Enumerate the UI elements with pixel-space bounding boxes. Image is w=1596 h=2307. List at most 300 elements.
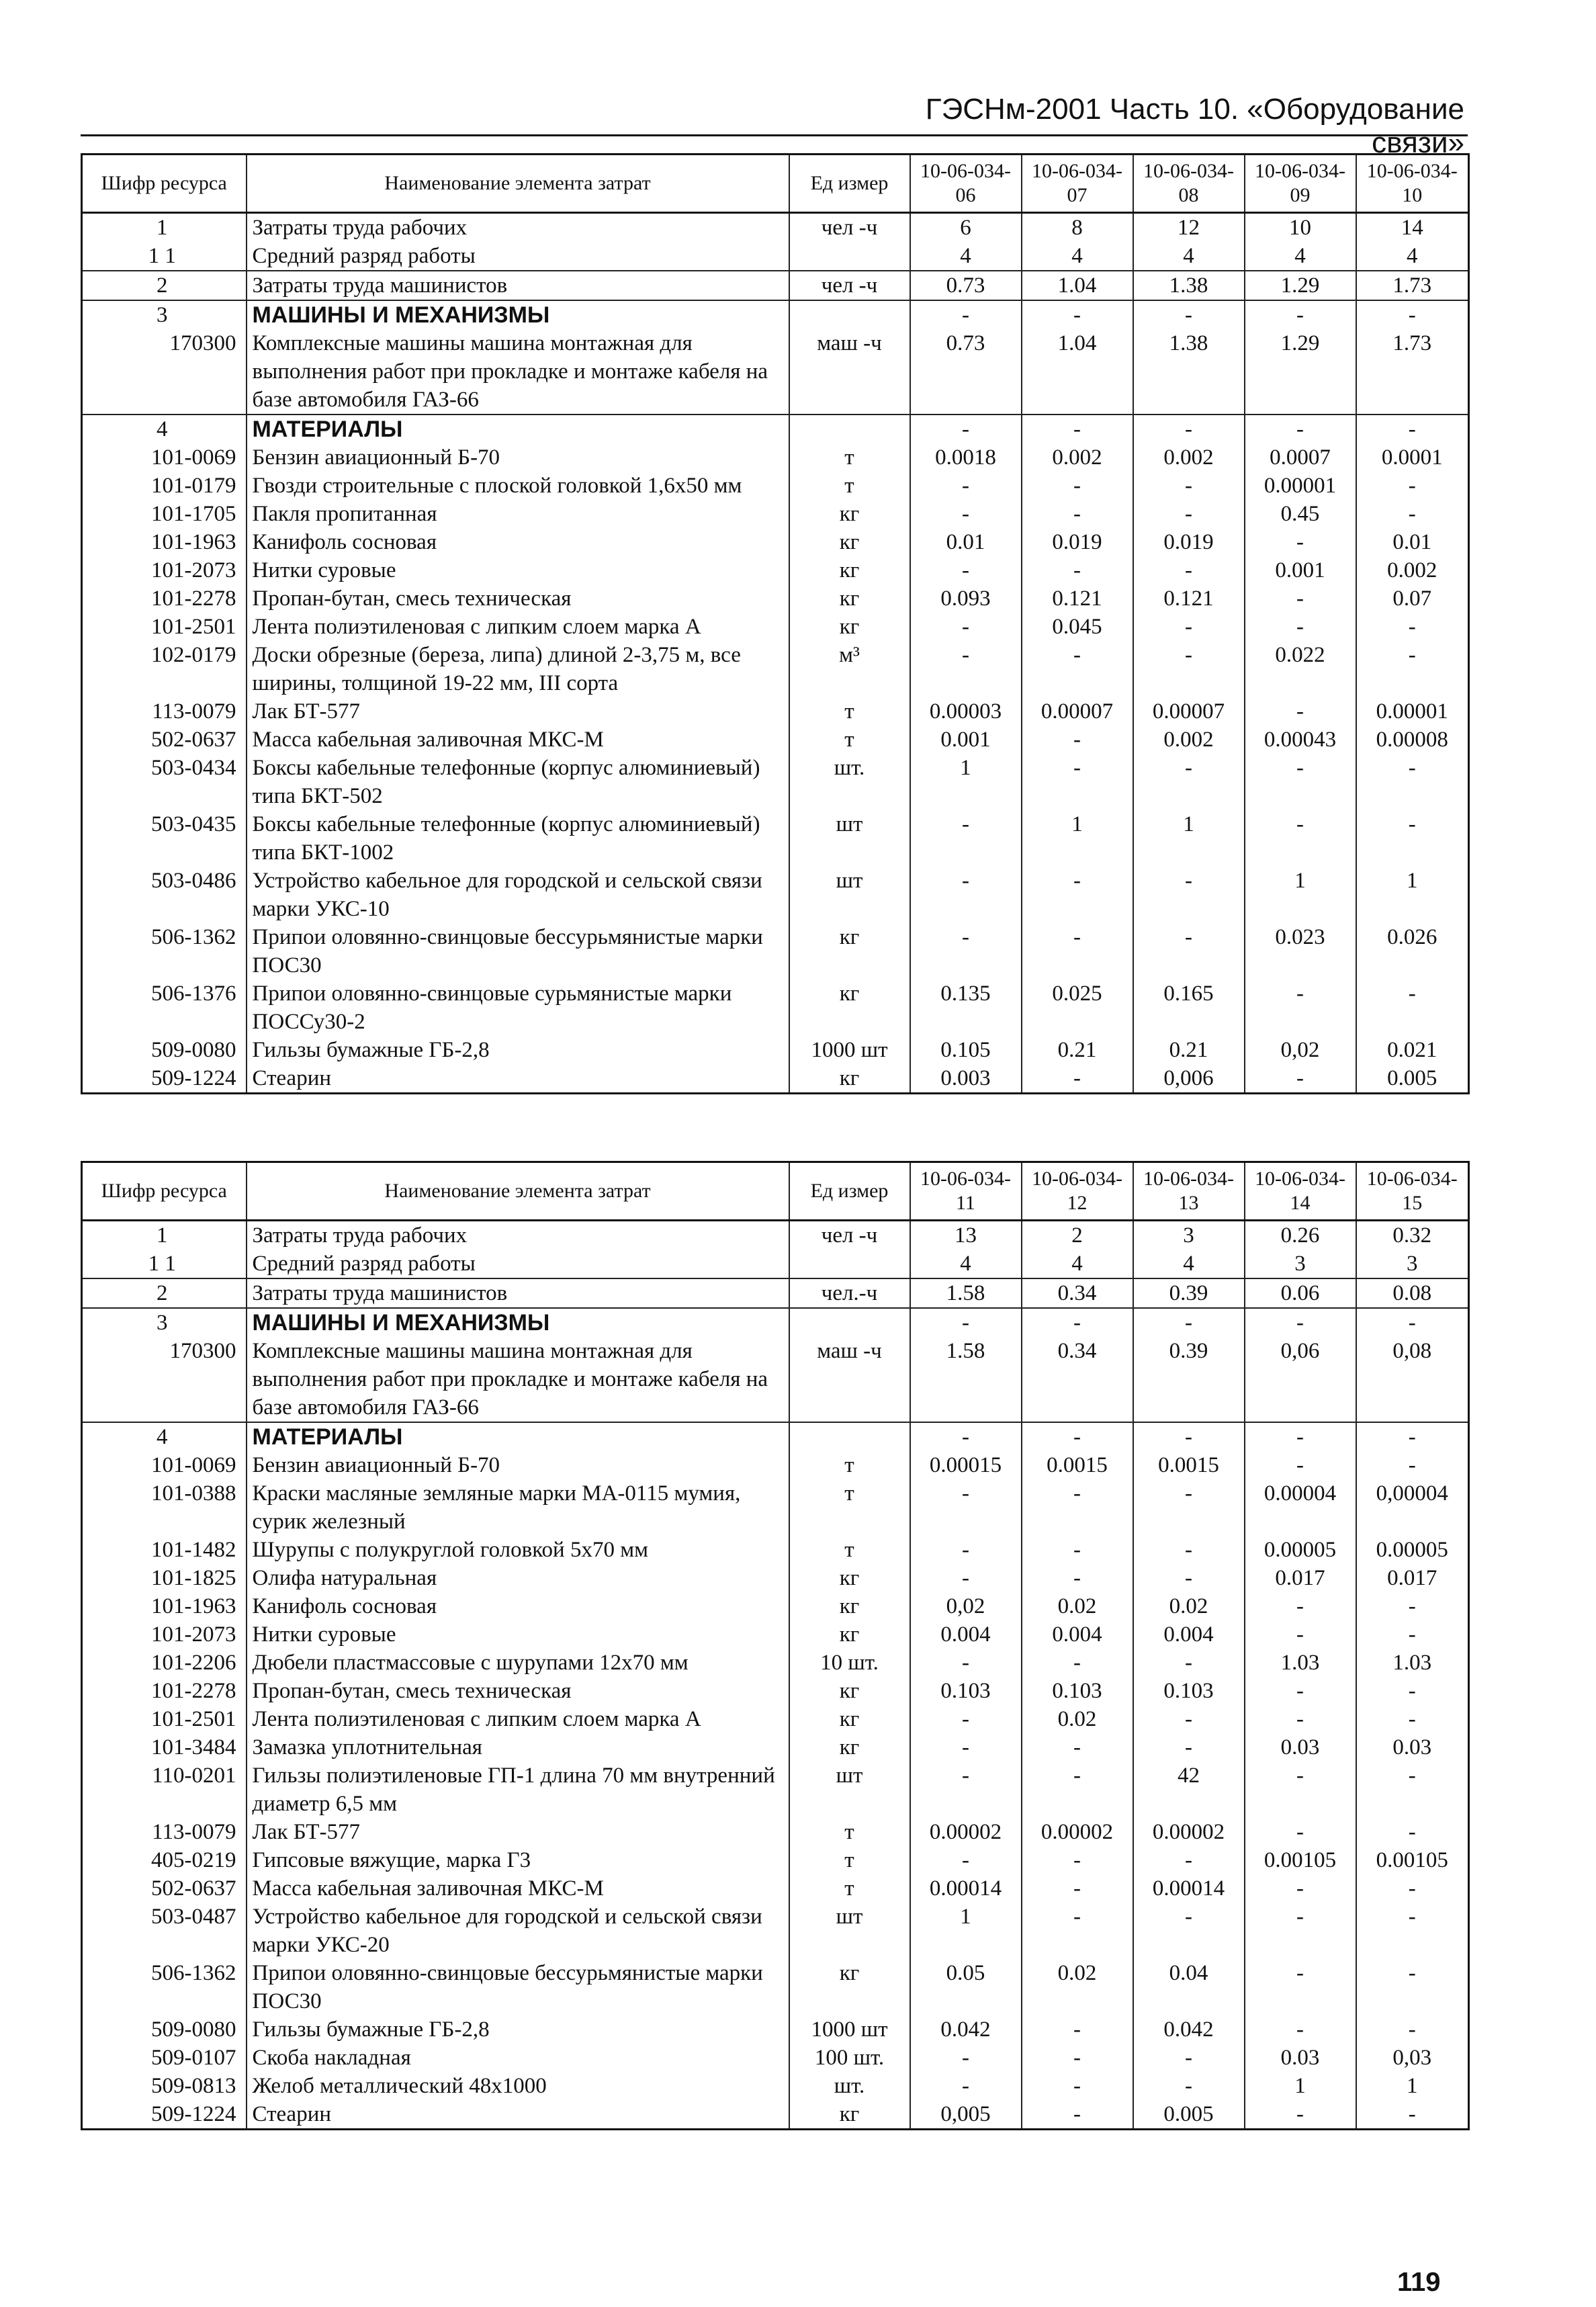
norm-value: 0.21 bbox=[1133, 1036, 1245, 1064]
resource-name: Комплексные машины машина монтажная для выполнения работ при прокладке и монтаже кабеля на базе автомобиля ГАЗ-66 bbox=[247, 1337, 789, 1422]
resource-name: Средний разряд работы bbox=[247, 242, 789, 271]
norm-value: - bbox=[1245, 810, 1356, 867]
norm-value: 42 bbox=[1133, 1761, 1245, 1818]
norm-value: 0.00014 bbox=[910, 1874, 1022, 1903]
norm-value: 0.00002 bbox=[1022, 1818, 1133, 1846]
col-header-norm: 10-06-034-09 bbox=[1245, 155, 1356, 213]
norm-value: - bbox=[1245, 2015, 1356, 2044]
norm-value: - bbox=[1133, 1733, 1245, 1761]
table-row bbox=[82, 500, 1469, 528]
norm-value: 0.45 bbox=[1245, 500, 1356, 528]
norm-value: 0,06 bbox=[1245, 1337, 1356, 1422]
norm-value: 0.39 bbox=[1133, 1337, 1245, 1422]
resource-unit bbox=[789, 1250, 910, 1278]
norm-value: - bbox=[1245, 1308, 1356, 1337]
norm-value: 0.004 bbox=[1133, 1620, 1245, 1649]
norm-value: 1.03 bbox=[1245, 1649, 1356, 1677]
norm-value: 0.0018 bbox=[910, 443, 1022, 472]
table-row bbox=[82, 1479, 1469, 1536]
norm-value: 0.00004 bbox=[1245, 1479, 1356, 1536]
norm-value: 0.017 bbox=[1356, 1564, 1469, 1592]
norm-value: 0.04 bbox=[1133, 1959, 1245, 2015]
norm-value: - bbox=[1022, 1874, 1133, 1903]
norm-value: 0.00003 bbox=[910, 697, 1022, 726]
norm-value: 0.045 bbox=[1022, 613, 1133, 641]
resource-code: 101-2278 bbox=[82, 584, 247, 613]
resource-name: Масса кабельная заливочная МКС-М bbox=[247, 726, 789, 754]
norm-value: 3 bbox=[1356, 1250, 1469, 1278]
norm-value: - bbox=[1022, 1903, 1133, 1959]
resource-unit: чел -ч bbox=[789, 1221, 910, 1250]
resource-code: 113-0079 bbox=[82, 1818, 247, 1846]
resource-unit: маш -ч bbox=[789, 329, 910, 415]
resource-unit bbox=[789, 300, 910, 329]
norm-value: - bbox=[1245, 1903, 1356, 1959]
resource-name: Канифоль сосновая bbox=[247, 528, 789, 556]
resource-name: Шурупы с полукруглой головкой 5x70 мм bbox=[247, 1536, 789, 1564]
norm-value: 0.025 bbox=[1022, 980, 1133, 1036]
resource-code: 1 bbox=[82, 213, 247, 243]
resource-unit bbox=[789, 1422, 910, 1451]
col-header-unit: Ед измер bbox=[789, 155, 910, 213]
norm-value: - bbox=[1245, 1874, 1356, 1903]
resource-code: 506-1362 bbox=[82, 923, 247, 980]
table-row bbox=[82, 1250, 1469, 1278]
resource-name: Краски масляные земляные марки МА-0115 мумия, сурик железный bbox=[247, 1479, 789, 1536]
resource-unit: чел.-ч bbox=[789, 1278, 910, 1308]
table-row bbox=[82, 2072, 1469, 2100]
resource-name: Боксы кабельные телефонные (корпус алюминиевый) типа БКТ-502 bbox=[247, 754, 789, 810]
norm-value: - bbox=[1356, 810, 1469, 867]
norm-value: 0.105 bbox=[910, 1036, 1022, 1064]
resource-name: Устройство кабельное для городской и сельской связи марки УКС-10 bbox=[247, 867, 789, 923]
table-row bbox=[82, 329, 1469, 415]
col-header-code: Шифр ресурса bbox=[82, 155, 247, 213]
norm-value: 0.00015 bbox=[910, 1451, 1022, 1479]
norm-value: - bbox=[1022, 2100, 1133, 2130]
norm-value: - bbox=[1022, 641, 1133, 697]
resource-code: 503-0487 bbox=[82, 1903, 247, 1959]
resource-unit: шт bbox=[789, 1761, 910, 1818]
norm-value: - bbox=[1356, 1592, 1469, 1620]
resource-name: Масса кабельная заливочная МКС-М bbox=[247, 1874, 789, 1903]
resource-unit: шт. bbox=[789, 754, 910, 810]
norm-value: 0.0001 bbox=[1356, 443, 1469, 472]
resource-unit: м³ bbox=[789, 641, 910, 697]
norm-value: - bbox=[1245, 528, 1356, 556]
norm-value: - bbox=[910, 1649, 1022, 1677]
resource-unit: т bbox=[789, 472, 910, 500]
norm-value: - bbox=[1022, 1308, 1133, 1337]
norm-value: - bbox=[1133, 867, 1245, 923]
resource-unit: 1000 шт bbox=[789, 1036, 910, 1064]
resource-unit: т bbox=[789, 1818, 910, 1846]
norm-value: - bbox=[1245, 980, 1356, 1036]
norm-value: 0.03 bbox=[1356, 1733, 1469, 1761]
resource-unit: кг bbox=[789, 1592, 910, 1620]
table-row bbox=[82, 2015, 1469, 2044]
norm-value: 0.00002 bbox=[1133, 1818, 1245, 1846]
resource-name: Нитки суровые bbox=[247, 1620, 789, 1649]
table-row bbox=[82, 1874, 1469, 1903]
norm-value: 0.00001 bbox=[1245, 472, 1356, 500]
norm-value: - bbox=[1022, 1846, 1133, 1874]
norm-value: 0.002 bbox=[1133, 443, 1245, 472]
resource-code: 101-1963 bbox=[82, 528, 247, 556]
resource-code: 2 bbox=[82, 271, 247, 300]
col-header-norm: 10-06-034-10 bbox=[1356, 155, 1469, 213]
resource-unit: шт bbox=[789, 810, 910, 867]
page-header: ГЭСНм-2001 Часть 10. «Оборудование связи» bbox=[925, 93, 1464, 159]
norm-value: 4 bbox=[1245, 242, 1356, 271]
norm-value: 1.04 bbox=[1022, 329, 1133, 415]
norm-value: - bbox=[910, 1846, 1022, 1874]
resource-unit bbox=[789, 242, 910, 271]
norm-value: 4 bbox=[1022, 1250, 1133, 1278]
header-rule bbox=[81, 134, 1468, 136]
resource-unit bbox=[789, 1308, 910, 1337]
norm-value: 1 bbox=[1356, 867, 1469, 923]
norm-value: - bbox=[1133, 2072, 1245, 2100]
norm-value: - bbox=[1022, 472, 1133, 500]
norm-value: 0.017 bbox=[1245, 1564, 1356, 1592]
norm-value: - bbox=[910, 556, 1022, 584]
table-row bbox=[82, 613, 1469, 641]
norm-value: 0.32 bbox=[1356, 1221, 1469, 1250]
resource-unit: кг bbox=[789, 584, 910, 613]
norm-value: 0,02 bbox=[1245, 1036, 1356, 1064]
resource-unit: кг bbox=[789, 923, 910, 980]
norm-value: - bbox=[1133, 1422, 1245, 1451]
norm-value: - bbox=[1356, 641, 1469, 697]
norm-value: 1.73 bbox=[1356, 329, 1469, 415]
resource-unit: кг bbox=[789, 1705, 910, 1733]
norm-value: - bbox=[910, 472, 1022, 500]
norm-value: - bbox=[910, 1705, 1022, 1733]
resource-unit: т bbox=[789, 726, 910, 754]
norm-value: - bbox=[910, 1308, 1022, 1337]
resource-code: 101-1825 bbox=[82, 1564, 247, 1592]
resource-name: Бензин авиационный Б-70 bbox=[247, 1451, 789, 1479]
norm-value: 0.00005 bbox=[1356, 1536, 1469, 1564]
norm-value: - bbox=[1133, 1564, 1245, 1592]
resource-name: Лента полиэтиленовая с липким слоем марка А bbox=[247, 1705, 789, 1733]
norm-value: 0.00105 bbox=[1356, 1846, 1469, 1874]
norm-value: 0.26 bbox=[1245, 1221, 1356, 1250]
table-row bbox=[82, 1903, 1469, 1959]
resource-name: Замазка уплотнительная bbox=[247, 1733, 789, 1761]
norm-value: 4 bbox=[910, 242, 1022, 271]
table-row bbox=[82, 443, 1469, 472]
resource-name: МАШИНЫ И МЕХАНИЗМЫ bbox=[247, 300, 789, 329]
table-body bbox=[82, 213, 1469, 1094]
resource-name: Доски обрезные (береза, липа) длиной 2-3,75 м, все ширины, толщиной 19-22 мм, III сорта bbox=[247, 641, 789, 697]
resource-code: 503-0435 bbox=[82, 810, 247, 867]
norm-value: - bbox=[1022, 923, 1133, 980]
norm-value: - bbox=[1022, 1761, 1133, 1818]
resource-unit: кг bbox=[789, 556, 910, 584]
col-header-norm: 10-06-034-11 bbox=[910, 1162, 1022, 1221]
resource-name: Олифа натуральная bbox=[247, 1564, 789, 1592]
resource-code: 101-0179 bbox=[82, 472, 247, 500]
norm-value: - bbox=[1022, 300, 1133, 329]
norm-value: - bbox=[910, 415, 1022, 443]
norm-value: - bbox=[1245, 1064, 1356, 1094]
resource-code: 4 bbox=[82, 1422, 247, 1451]
norm-value: - bbox=[1356, 500, 1469, 528]
table-row bbox=[82, 1564, 1469, 1592]
resource-unit: кг bbox=[789, 1677, 910, 1705]
norm-value: - bbox=[1245, 697, 1356, 726]
table-row bbox=[82, 980, 1469, 1036]
norm-value: - bbox=[1133, 754, 1245, 810]
table-row bbox=[82, 1592, 1469, 1620]
norm-value: 0.34 bbox=[1022, 1337, 1133, 1422]
norm-value: - bbox=[1022, 1422, 1133, 1451]
norm-value: 0.08 bbox=[1356, 1278, 1469, 1308]
page-number: 119 bbox=[1397, 2267, 1441, 2297]
col-header-name: Наименование элемента затрат bbox=[247, 1162, 789, 1221]
resource-unit: кг bbox=[789, 500, 910, 528]
norm-value: 3 bbox=[1245, 1250, 1356, 1278]
resource-name: Затраты труда машинистов bbox=[247, 271, 789, 300]
norm-value: 0,02 bbox=[910, 1592, 1022, 1620]
norm-value: - bbox=[1356, 1761, 1469, 1818]
norm-value: 1 bbox=[910, 1903, 1022, 1959]
norm-value: 0.00043 bbox=[1245, 726, 1356, 754]
resource-code: 4 bbox=[82, 415, 247, 443]
norm-value: - bbox=[1022, 1564, 1133, 1592]
resource-unit bbox=[789, 415, 910, 443]
norm-value: 0.103 bbox=[1022, 1677, 1133, 1705]
resource-table-1 bbox=[81, 153, 1470, 1094]
norm-value: 0.042 bbox=[910, 2015, 1022, 2044]
table-row bbox=[82, 1221, 1469, 1250]
resource-code: 101-2501 bbox=[82, 613, 247, 641]
resource-name: Лак БТ-577 bbox=[247, 697, 789, 726]
norm-value: - bbox=[1356, 1422, 1469, 1451]
norm-value: - bbox=[910, 923, 1022, 980]
table-row bbox=[82, 810, 1469, 867]
norm-value: - bbox=[1356, 415, 1469, 443]
norm-value: 0.00105 bbox=[1245, 1846, 1356, 1874]
norm-value: - bbox=[1356, 1903, 1469, 1959]
norm-value: 1.58 bbox=[910, 1278, 1022, 1308]
resource-code: 101-1482 bbox=[82, 1536, 247, 1564]
resource-code: 506-1362 bbox=[82, 1959, 247, 2015]
col-header-name: Наименование элемента затрат bbox=[247, 155, 789, 213]
resource-unit: кг bbox=[789, 1959, 910, 2015]
norm-value: 1.04 bbox=[1022, 271, 1133, 300]
table-row bbox=[82, 242, 1469, 271]
norm-value: - bbox=[910, 1422, 1022, 1451]
norm-value: 1.38 bbox=[1133, 329, 1245, 415]
col-header-norm: 10-06-034-13 bbox=[1133, 1162, 1245, 1221]
norm-value: 6 bbox=[910, 213, 1022, 243]
resource-name: Припои оловянно-свинцовые сурьмянистые марки ПОССу30-2 bbox=[247, 980, 789, 1036]
norm-value: 0.002 bbox=[1133, 726, 1245, 754]
resource-code: 506-1376 bbox=[82, 980, 247, 1036]
norm-value: 0.03 bbox=[1245, 1733, 1356, 1761]
norm-value: - bbox=[1245, 1959, 1356, 2015]
norm-value: - bbox=[1356, 1451, 1469, 1479]
norm-value: - bbox=[1133, 556, 1245, 584]
norm-value: - bbox=[910, 1536, 1022, 1564]
table-row bbox=[82, 923, 1469, 980]
table-row bbox=[82, 1959, 1469, 2015]
norm-value: - bbox=[910, 1733, 1022, 1761]
norm-value: 0.019 bbox=[1022, 528, 1133, 556]
norm-value: 0.004 bbox=[1022, 1620, 1133, 1649]
norm-value: - bbox=[910, 1761, 1022, 1818]
norm-value: 0.02 bbox=[1022, 1592, 1133, 1620]
norm-value: - bbox=[1245, 415, 1356, 443]
norm-value: 0.07 bbox=[1356, 584, 1469, 613]
norm-value: 4 bbox=[1133, 242, 1245, 271]
norm-value: - bbox=[1133, 500, 1245, 528]
norm-value: 0.003 bbox=[910, 1064, 1022, 1094]
norm-value: 0,03 bbox=[1356, 2044, 1469, 2072]
norm-value: 0.00008 bbox=[1356, 726, 1469, 754]
table-row bbox=[82, 697, 1469, 726]
resource-name: Гильзы полиэтиленовые ГП-1 длина 70 мм внутренний диаметр 6,5 мм bbox=[247, 1761, 789, 1818]
resource-code: 3 bbox=[82, 300, 247, 329]
norm-value: - bbox=[1356, 1874, 1469, 1903]
norm-value: 0.002 bbox=[1022, 443, 1133, 472]
resource-unit: кг bbox=[789, 2100, 910, 2130]
norm-value: 0.0007 bbox=[1245, 443, 1356, 472]
table-row bbox=[82, 528, 1469, 556]
resource-name: Стеарин bbox=[247, 1064, 789, 1094]
resource-name: Скоба накладная bbox=[247, 2044, 789, 2072]
resource-unit: кг bbox=[789, 528, 910, 556]
resource-code: 110-0201 bbox=[82, 1761, 247, 1818]
norm-value: - bbox=[1356, 1959, 1469, 2015]
norm-value: 0.019 bbox=[1133, 528, 1245, 556]
col-header-norm: 10-06-034-08 bbox=[1133, 155, 1245, 213]
norm-value: 4 bbox=[1022, 242, 1133, 271]
resource-code: 101-1963 bbox=[82, 1592, 247, 1620]
table-row bbox=[82, 1846, 1469, 1874]
resource-code: 509-0107 bbox=[82, 2044, 247, 2072]
norm-value: 1.58 bbox=[910, 1337, 1022, 1422]
norm-value: 1.38 bbox=[1133, 271, 1245, 300]
col-header-norm: 10-06-034-15 bbox=[1356, 1162, 1469, 1221]
table-row bbox=[82, 584, 1469, 613]
resource-name: Комплексные машины машина монтажная для выполнения работ при прокладке и монтаже кабеля на базе автомобиля ГАЗ-66 bbox=[247, 329, 789, 415]
norm-value: - bbox=[1133, 2044, 1245, 2072]
norm-value: 0.165 bbox=[1133, 980, 1245, 1036]
resource-code: 101-2073 bbox=[82, 556, 247, 584]
table-row bbox=[82, 1536, 1469, 1564]
resource-unit: т bbox=[789, 1846, 910, 1874]
norm-value: - bbox=[1133, 1308, 1245, 1337]
table-row bbox=[82, 1308, 1469, 1337]
norm-value: - bbox=[1133, 641, 1245, 697]
table-row bbox=[82, 1677, 1469, 1705]
resource-code: 3 bbox=[82, 1308, 247, 1337]
norm-value: 0.00002 bbox=[910, 1818, 1022, 1846]
norm-value: 0.03 bbox=[1245, 2044, 1356, 2072]
norm-value: - bbox=[910, 2044, 1022, 2072]
norm-value: - bbox=[910, 641, 1022, 697]
norm-value: 0.042 bbox=[1133, 2015, 1245, 2044]
resource-code: 1 1 bbox=[82, 1250, 247, 1278]
resource-unit: 1000 шт bbox=[789, 2015, 910, 2044]
resource-unit: кг bbox=[789, 1064, 910, 1094]
table-row bbox=[82, 300, 1469, 329]
resource-name: Гипсовые вяжущие, марка Г3 bbox=[247, 1846, 789, 1874]
norm-value: 0.002 bbox=[1356, 556, 1469, 584]
resource-table-2 bbox=[81, 1161, 1470, 2130]
resource-name: Затраты труда рабочих bbox=[247, 213, 789, 243]
norm-value: 4 bbox=[910, 1250, 1022, 1278]
norm-value: - bbox=[1022, 754, 1133, 810]
norm-value: 0.001 bbox=[910, 726, 1022, 754]
col-header-norm: 10-06-034-12 bbox=[1022, 1162, 1133, 1221]
norm-value: - bbox=[910, 867, 1022, 923]
norm-value: 0.00005 bbox=[1245, 1536, 1356, 1564]
norm-value: - bbox=[1133, 1903, 1245, 1959]
table-row bbox=[82, 754, 1469, 810]
table-body bbox=[82, 1221, 1469, 2130]
norm-value: 0,08 bbox=[1356, 1337, 1469, 1422]
norm-value: 0.05 bbox=[910, 1959, 1022, 2015]
norm-value: 4 bbox=[1356, 242, 1469, 271]
resource-unit: шт bbox=[789, 867, 910, 923]
norm-value: - bbox=[1356, 754, 1469, 810]
norm-value: - bbox=[1022, 1064, 1133, 1094]
norm-value: - bbox=[1356, 300, 1469, 329]
norm-value: 1.03 bbox=[1356, 1649, 1469, 1677]
resource-code: 509-0080 bbox=[82, 2015, 247, 2044]
resource-name: Припои оловянно-свинцовые бессурьмянистые марки ПОС30 bbox=[247, 1959, 789, 2015]
norm-value: - bbox=[1022, 1733, 1133, 1761]
norm-value: - bbox=[1245, 584, 1356, 613]
norm-value: 0.005 bbox=[1133, 2100, 1245, 2130]
norm-value: 0.73 bbox=[910, 271, 1022, 300]
norm-value: 0.02 bbox=[1022, 1959, 1133, 2015]
norm-value: 0.004 bbox=[910, 1620, 1022, 1649]
table-row bbox=[82, 1451, 1469, 1479]
resource-code: 509-1224 bbox=[82, 1064, 247, 1094]
table-row bbox=[82, 1036, 1469, 1064]
norm-value: - bbox=[1356, 1620, 1469, 1649]
norm-value: 0.02 bbox=[1022, 1705, 1133, 1733]
table-row bbox=[82, 556, 1469, 584]
norm-value: - bbox=[910, 2072, 1022, 2100]
norm-value: - bbox=[1022, 415, 1133, 443]
norm-value: 0.73 bbox=[910, 329, 1022, 415]
resource-name: Желоб металлический 48x1000 bbox=[247, 2072, 789, 2100]
col-header-norm: 10-06-034-07 bbox=[1022, 155, 1133, 213]
resource-code: 101-2206 bbox=[82, 1649, 247, 1677]
norm-value: 0.121 bbox=[1133, 584, 1245, 613]
resource-name: Нитки суровые bbox=[247, 556, 789, 584]
table-header-row bbox=[82, 155, 1469, 213]
norm-value: 4 bbox=[1133, 1250, 1245, 1278]
table-row bbox=[82, 2100, 1469, 2130]
norm-value: - bbox=[1356, 472, 1469, 500]
norm-value: - bbox=[1356, 1705, 1469, 1733]
norm-value: - bbox=[1133, 923, 1245, 980]
resource-code: 101-2073 bbox=[82, 1620, 247, 1649]
resource-unit: чел -ч bbox=[789, 271, 910, 300]
resource-name: МАТЕРИАЛЫ bbox=[247, 1422, 789, 1451]
resource-code: 101-0388 bbox=[82, 1479, 247, 1536]
norm-value: 0.06 bbox=[1245, 1278, 1356, 1308]
resource-name: МАТЕРИАЛЫ bbox=[247, 415, 789, 443]
